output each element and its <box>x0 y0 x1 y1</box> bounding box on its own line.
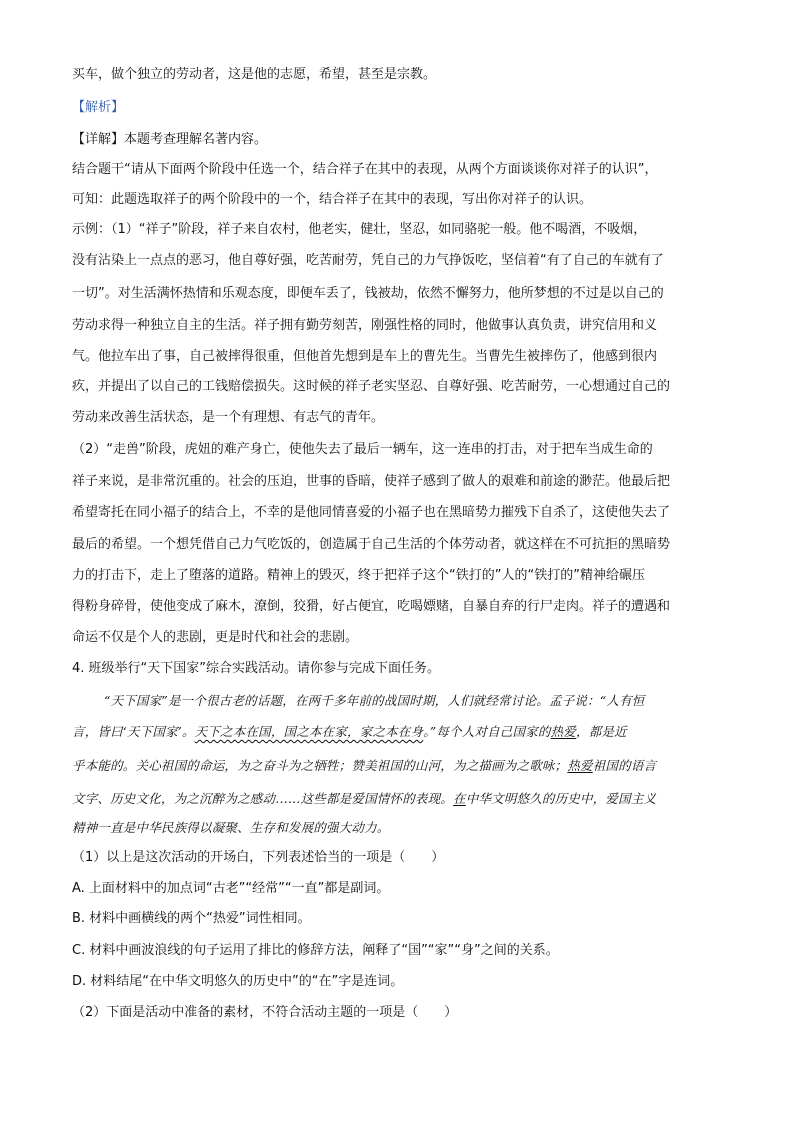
text-line: 最后的希望。一个想凭借自己力气吃饭的，创造属于自己生活的个体劳动者，就这样在不可抗拒的黑暗势 <box>72 537 671 552</box>
quote-line: 精神一直是中华民族得以凝聚、生存和发展的强大动力。 <box>72 820 390 835</box>
quote-text: 文字、历史文化，为之沉醉为之感动……这些都是爱国情怀的表现。 <box>72 791 454 806</box>
text-line: 一切”。对生活满怀热情和乐观态度，即便车丢了，钱被劫，依然不懈努力，他所梦想的不过是以自己的 <box>72 286 664 301</box>
text-line: 可知：此题选取祥子的两个阶段中的一个，结合祥子在其中的表现，写出你对祥子的认识。 <box>72 192 593 207</box>
option-d: D. 材料结尾“在中华文明悠久的历史中”的“在”字是连词。 <box>72 974 404 989</box>
text-line: 结合题干“请从下面两个阶段中任选一个，结合祥子在其中的表现，从两个方面谈谈你对祥子的认识”， <box>72 162 658 177</box>
option-c: C. 材料中画波浪线的句子运用了排比的修辞方法，阐释了“国”“家”“身”之间的关系。 <box>72 943 559 958</box>
option-b: B. 材料中画横线的两个“热爱”词性相同。 <box>72 911 311 926</box>
underlined-word: 热爱 <box>550 724 577 739</box>
underlined-word: 在 <box>453 791 466 806</box>
quote-text: 。”每个人对自己国家的 <box>423 724 551 739</box>
text-line: 示例：（1）“祥子”阶段，祥子来自农村，他老实，健壮，坚忍，如同骆驼一般。他不喝酒，不吸烟， <box>72 222 647 237</box>
text-line: 祥子来说，是非常沉重的。社会的压迫，世事的昏暗，使祥子感到了做人的艰难和前途的渺茫。他最后把 <box>72 474 671 489</box>
quote-text: 言，皆曰‘天下国家’。 <box>72 724 195 739</box>
quote-line <box>72 757 656 775</box>
text-line: 气。他拉车出了事，自己被摔得很重，但他首先想到是车上的曹先生。当曹先生被摔伤了，他感到很内 <box>72 349 658 364</box>
wavy-underlined-sentence: 天下之本在国，国之本在家，家之本在身 <box>194 724 424 739</box>
quote-line <box>72 723 627 741</box>
text-line: 疚，并提出了以自己的工钱赔偿损失。这时候的祥子老实坚忍、自尊好强、吃苦耐劳，一心想通过自己的 <box>72 379 671 394</box>
text-line: 劳动求得一种独立自主的生活。祥子拥有勤劳刻苦，刚强性格的同时，他做事认真负责，讲究信用和义 <box>72 318 658 333</box>
text-line: 劳动来改善生活状态，是一个有理想、有志气的青年。 <box>72 410 385 425</box>
text-line: 希望寄托在同小福子的结合上，不幸的是他同情喜爱的小福子也在黑暗势力摧残下自杀了，这使他失去了 <box>72 505 671 520</box>
quote-line: “天下国家”是一个很古老的话题，在两千多年前的战国时期，人们就经常讨论。孟子说：“人有恒 <box>104 693 645 708</box>
text-line: 【详解】本题考查理解名著内容。 <box>72 132 268 147</box>
quote-text: 祖国的语言 <box>592 758 657 773</box>
text-line: （2）“走兽”阶段，虎妞的难产身亡，使他失去了最后一辆车，这一连串的打击，对于把车当成生命的 <box>72 442 653 457</box>
quote-text: 乎本能的。关心祖国的命运，为之奋斗为之牺牲；赞美祖国的山河，为之描画为之歌咏； <box>72 758 568 773</box>
quote-text: ，都是近 <box>576 724 627 739</box>
quote-text: 中华文明悠久的历史中，爱国主义 <box>465 791 657 806</box>
text-line: 命运不仅是个人的悲剧，更是时代和社会的悲剧。 <box>72 630 359 645</box>
section-label-analysis: 【解析】 <box>72 100 125 115</box>
question-stem: （1）以上是这次活动的开场白，下列表述恰当的一项是（ ） <box>72 850 445 865</box>
option-a: A. 上面材料中的加点词“古老”“经常”“一直”都是副词。 <box>72 881 390 896</box>
text-line: 力的打击下，走上了堕落的道路。精神上的毁灭，终于把祥子这个“铁打的”人的“铁打的”精神给碾压 <box>72 568 645 583</box>
text-line: 买车，做个独立的劳动者，这是他的志愿，希望，甚至是宗教。 <box>72 67 437 82</box>
question-heading: 4. 班级举行“天下国家”综合实践活动。请你参与完成下面任务。 <box>72 661 441 676</box>
question-stem: （2）下面是活动中准备的素材，不符合活动主题的一项是（ ） <box>72 1005 458 1020</box>
text-line: 没有沾染上一点点的恶习，他自尊好强，吃苦耐劳，凭自己的力气挣饭吃，坚信着“有了自己的车就有了 <box>72 253 664 268</box>
underlined-word: 热爱 <box>567 758 593 773</box>
text-line: 得粉身碎骨，使他变成了麻木，潦倒，狡猾，好占便宜，吃喝嫖赌，自暴自弃的行尸走肉。祥子的遭遇和 <box>72 599 671 614</box>
quote-line <box>72 790 656 808</box>
